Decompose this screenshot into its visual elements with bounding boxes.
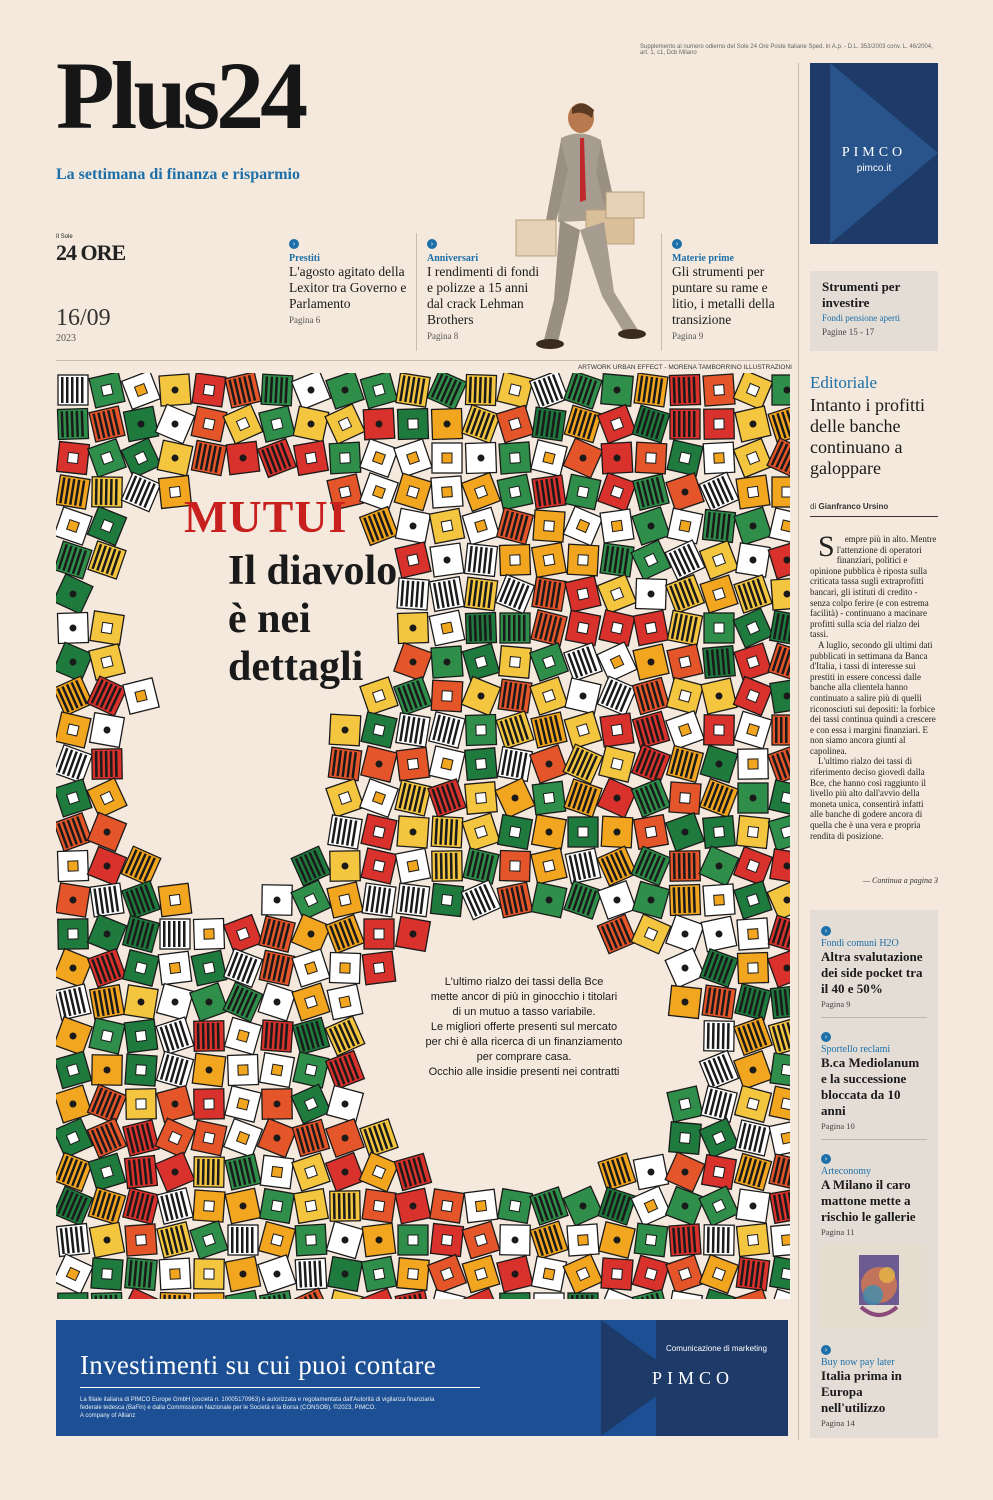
teaser-page: Pagina 6 <box>289 315 321 325</box>
blurb-line: Le migliori offerte presenti sul mercato <box>430 1021 618 1033</box>
sidebar-headline: Italia prima in Europa nell'utilizzo <box>821 1368 902 1415</box>
arrow-icon: › <box>427 239 437 249</box>
teaser-materie-prime[interactable] <box>672 233 794 341</box>
editorial-paragraph: L'ultimo rialzo dei tassi di riferimento deciso giovedì dalla Bce, che hanno così raggiunto il livello più alto dall'avvio della moneta unica, consentirà infatti alle banche di godere ancora di quella che è una vera e propria rendita di posizione. <box>810 756 926 841</box>
divider <box>821 1017 927 1018</box>
divider <box>821 1139 927 1140</box>
banner-underline <box>80 1387 480 1388</box>
sidebar-kicker: Buy now pay later <box>821 1357 895 1368</box>
divider <box>661 233 662 351</box>
blurb-line: Occhio alle insidie presenti nei contratti <box>428 1066 620 1078</box>
pimco-url[interactable]: pimco.it <box>856 163 892 174</box>
cover-blurb <box>404 975 644 1080</box>
arrow-icon: › <box>821 1032 831 1042</box>
blurb-line: per chi è alla ricerca di un finanziamento <box>425 1036 623 1048</box>
sidebar-page: Pagina 11 <box>821 1227 855 1237</box>
fine-print-text: La filiale italiana di PIMCO Europe GmbH (società n. 10005170963) è autorizzata e regolamentata dall'Autorità di vigilanza finanziaria federale tedesca (BaFin) e dalla Commissione Nazionale per le Società e la Borsa (CONSOB). ©2023, PIMCO. <box>80 1397 435 1411</box>
cover-headline-line: dettagli <box>228 644 364 690</box>
teaser-kicker: Prestiti <box>289 253 320 264</box>
issue-year: 2023 <box>56 333 76 344</box>
sidebar-headline: A Milano il caro mattone mette a rischio le gallerie <box>821 1177 916 1224</box>
teaser-anniversari[interactable] <box>427 233 547 341</box>
editorial-paragraph: Sempre più in alto. Mentre l'attenzione di operatori finanziari, politici e opinione pubblica è riposta sulla criticata tassa sugli extraprofitti bancari, gli istituti di credito - senza colpo ferire (e con estrema facilità) - continuano a macinare profitti sulla scia del rialzo dei tassi. <box>810 530 937 640</box>
sidebar-item[interactable] <box>821 1339 927 1428</box>
strumenti-kicker: Fondi pensione aperti <box>822 313 900 323</box>
pimco-ad[interactable] <box>810 63 938 244</box>
arrow-icon: › <box>289 239 299 249</box>
teaser-prestiti[interactable] <box>289 233 419 325</box>
blurb-line: mette ancor di più in ginocchio i titolari <box>430 991 618 1003</box>
brand-logo: 24 ORE <box>56 240 126 265</box>
brand-small-label: Il Sole <box>56 234 73 240</box>
cover-artwork <box>56 373 790 1299</box>
arrow-icon: › <box>821 1345 831 1355</box>
houses-pattern <box>56 373 790 1299</box>
sidebar-page: Pagina 14 <box>821 1418 855 1428</box>
arrow-icon: › <box>672 239 682 249</box>
cover-headline-line: è nei <box>228 596 311 642</box>
gallery-artwork-image <box>821 1245 927 1329</box>
divider <box>416 233 417 351</box>
pimco-banner-ad[interactable] <box>56 1320 788 1436</box>
sidebar <box>810 910 938 1438</box>
arrow-icon: › <box>821 926 831 936</box>
editorial-body <box>810 530 938 841</box>
blurb-line: per comprare casa. <box>476 1051 572 1063</box>
editorial-byline <box>810 502 888 511</box>
editorial-kicker: Editoriale <box>810 373 878 392</box>
sidebar-kicker: Sportello reclami <box>821 1044 891 1055</box>
blurb-line: L'ultimo rialzo dei tassi della Bce <box>444 976 604 988</box>
editorial-headline[interactable]: Intanto i profitti delle banche continuano a galoppare <box>810 395 925 478</box>
strumenti-pages: Pagine 15 - 17 <box>822 327 875 337</box>
artwork-credit: ARTWORK URBAN EFFECT - MORENA TAMBORRINO ILLUSTRAZIONI <box>577 364 792 371</box>
sidebar-headline: B.ca Mediolanum e la successione bloccata da 10 anni <box>821 1055 920 1118</box>
gallery-artwork-photo <box>821 1245 927 1329</box>
masthead-subtitle: La settimana di finanza e risparmio <box>56 166 300 183</box>
editorial-continued[interactable]: — Continua a pagina 3 <box>862 876 938 885</box>
masthead-title: Plus24 <box>56 42 305 149</box>
legal-notice: Supplemento al numero odierno del Sole 24 Ore Poste Italiane Sped. in A.p. - D.L. 353/2003 conv. L. 46/2004, art. 1, c1, Dcb Milano <box>640 44 933 56</box>
teaser-kicker: Materie prime <box>672 253 734 264</box>
byline-prefix: di <box>810 502 817 511</box>
teaser-page: Pagina 9 <box>672 331 704 341</box>
issue-date: 16/09 <box>56 305 111 331</box>
blurb-line: di un mutuo a tasso variabile. <box>452 1006 596 1018</box>
sidebar-item[interactable] <box>821 1026 927 1131</box>
teaser-headline: I rendimenti di fondi e polizze a 15 anni dal crack Lehman Brothers <box>427 264 540 327</box>
editorial-rule <box>810 516 938 517</box>
arrow-icon: › <box>821 1154 831 1164</box>
sidebar-item[interactable] <box>821 920 927 1009</box>
strumenti-headline: Strumenti per investire <box>822 279 901 310</box>
teaser-page: Pagina 8 <box>427 331 459 341</box>
teaser-kicker: Anniversari <box>427 253 479 264</box>
sidebar-item[interactable] <box>821 1148 927 1237</box>
cover-headline-line: Il diavolo <box>228 548 398 594</box>
sidebar-page: Pagina 9 <box>821 999 851 1009</box>
banner-pimco-logo: PIMCO <box>652 1368 735 1388</box>
column-divider <box>798 63 799 1440</box>
banner-marketing-label: Comunicazione di marketing <box>666 1344 767 1353</box>
teaser-headline: L'agosto agitato della Lexitor tra Governo e Parlamento <box>289 264 407 311</box>
byline-author: Gianfranco Ursino <box>818 502 889 511</box>
sidebar-page: Pagina 10 <box>821 1121 855 1131</box>
sidebar-kicker: Fondi comuni H2O <box>821 938 899 949</box>
teaser-headline: Gli strumenti per puntare su rame e litio, i metalli della transizione <box>672 264 775 327</box>
sidebar-headline: Altra svalutazione dei side pocket tra il 40 e 50% <box>821 949 923 996</box>
banner-fine-print <box>80 1396 440 1420</box>
strumenti-box[interactable] <box>810 271 938 351</box>
banner-title: Investimenti su cui puoi contare <box>80 1350 437 1380</box>
editorial-paragraph: A luglio, secondo gli ultimi dati pubblicati in settimana da Banca d'Italia, i tassi di interesse sui prestiti in essere concessi dalle banche alla clientela hanno continuato a salire più di quelli riconosciuti sui depositi: la forbice dei tassi continua quindi a crescere e con essa i margini finanziari. E non siamo ancora giunti al capolinea. <box>810 639 936 756</box>
cover-kicker[interactable]: MUTUI <box>184 491 348 542</box>
fine-print-company: A company of Allianz <box>80 1413 136 1419</box>
cover-headline[interactable] <box>228 547 397 691</box>
header-rule <box>56 360 790 361</box>
pimco-logo: PIMCO <box>841 145 907 160</box>
sidebar-kicker: Arteconomy <box>821 1166 871 1177</box>
